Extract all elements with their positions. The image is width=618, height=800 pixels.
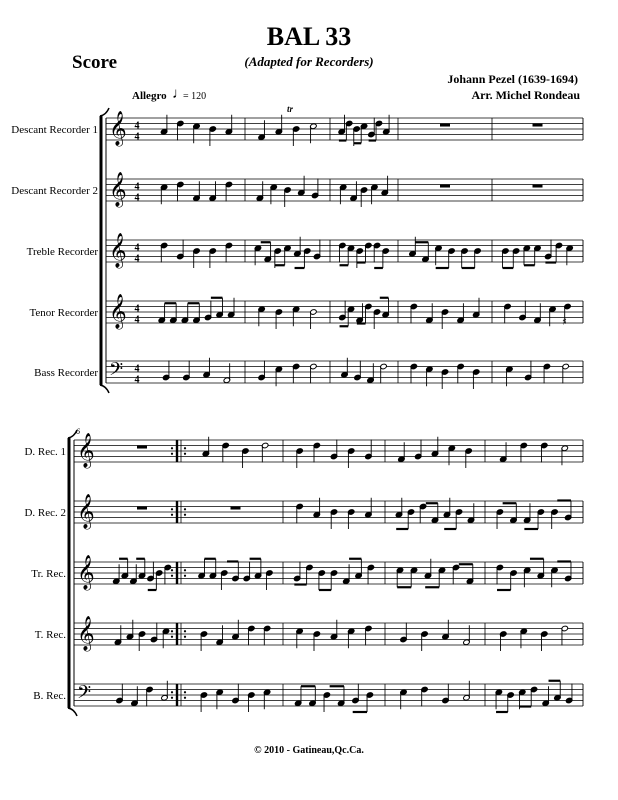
repeat-dot <box>184 575 186 577</box>
instrument-label: T. Rec. <box>34 629 66 641</box>
instrument-label: Tr. Rec. <box>31 568 66 580</box>
repeat-dot <box>184 447 186 449</box>
tempo-marking: Allegro <box>132 90 167 102</box>
staff <box>24 494 583 530</box>
time-signature-top: 4 <box>134 303 140 315</box>
bass-clef-icon: 𝄢 <box>77 682 92 708</box>
treble-clef-icon: 𝄞 <box>109 110 127 146</box>
staff <box>31 555 583 591</box>
instrument-label: D. Rec. 2 <box>24 507 66 519</box>
instrument-label: Bass Recorder <box>34 367 98 379</box>
score-system-1 <box>11 104 583 393</box>
sharp-accidental: ♯ <box>562 317 567 329</box>
score-system-2 <box>24 427 583 716</box>
whole-rest <box>533 185 543 188</box>
repeat-dot <box>171 697 173 699</box>
repeat-dot <box>171 447 173 449</box>
staff <box>35 616 583 652</box>
instrument-label: Descant Recorder 2 <box>11 185 98 197</box>
staff <box>11 172 583 208</box>
repeat-dot <box>171 514 173 516</box>
instrument-label: D. Rec. 1 <box>24 446 66 458</box>
whole-rest <box>137 507 147 510</box>
staff <box>29 294 583 330</box>
repeat-dot <box>184 636 186 638</box>
copyright-footer: © 2010 - Gatineau,Qc.Ca. <box>254 745 364 756</box>
staff <box>24 433 583 469</box>
composer-credit: Johann Pezel (1639-1694) <box>447 72 578 86</box>
time-signature-bottom: 4 <box>134 131 140 143</box>
repeat-dot <box>184 453 186 455</box>
repeat-dot <box>171 453 173 455</box>
score-label: Score <box>72 52 118 73</box>
repeat-dot <box>171 630 173 632</box>
time-signature-bottom: 4 <box>134 374 140 386</box>
treble-clef-icon: 𝄞 <box>77 615 95 651</box>
trill-ornament: tr <box>287 104 294 114</box>
instrument-label: Treble Recorder <box>26 246 98 258</box>
whole-rest <box>231 507 241 510</box>
whole-rest <box>440 124 450 127</box>
instrument-label: Tenor Recorder <box>29 307 98 319</box>
time-signature-top: 4 <box>134 120 140 132</box>
treble-clef-icon: 𝄞 <box>77 432 95 468</box>
staff <box>27 233 583 269</box>
repeat-dot <box>184 508 186 510</box>
treble-clef-icon: 𝄞 <box>109 293 127 329</box>
page-subtitle: (Adapted for Recorders) <box>244 54 374 69</box>
tempo-value: = 120 <box>183 91 207 102</box>
whole-rest <box>533 124 543 127</box>
repeat-dot <box>171 508 173 510</box>
instrument-label: B. Rec. <box>33 690 66 702</box>
repeat-dot <box>184 691 186 693</box>
treble-clef-icon: 𝄞 <box>77 554 95 590</box>
arranger-credit: Arr. Michel Rondeau <box>471 88 580 102</box>
bracket-top-hook <box>100 108 109 116</box>
time-signature-top: 4 <box>134 363 140 375</box>
page-title: BAL 33 <box>266 22 352 51</box>
repeat-dot <box>171 575 173 577</box>
time-signature-bottom: 4 <box>134 314 140 326</box>
measure-number: 6 <box>76 427 80 436</box>
repeat-dot <box>171 569 173 571</box>
treble-clef-icon: 𝄞 <box>77 493 95 529</box>
repeat-dot <box>184 697 186 699</box>
whole-rest <box>137 446 147 449</box>
staff <box>33 681 583 712</box>
time-signature-bottom: 4 <box>134 192 140 204</box>
repeat-dot <box>184 630 186 632</box>
staff <box>34 358 583 389</box>
bracket-bottom-hook <box>68 708 77 716</box>
bass-clef-icon: 𝄢 <box>109 359 124 385</box>
staff <box>11 104 583 147</box>
bracket-bottom-hook <box>100 385 109 393</box>
time-signature-bottom: 4 <box>134 253 140 265</box>
treble-clef-icon: 𝄞 <box>109 171 127 207</box>
time-signature-top: 4 <box>134 242 140 254</box>
instrument-label: Descant Recorder 1 <box>11 124 98 136</box>
repeat-dot <box>184 569 186 571</box>
repeat-dot <box>184 514 186 516</box>
treble-clef-icon: 𝄞 <box>109 232 127 268</box>
whole-rest <box>440 185 450 188</box>
time-signature-top: 4 <box>134 181 140 193</box>
repeat-dot <box>171 691 173 693</box>
repeat-dot <box>171 636 173 638</box>
tempo-note-icon: ♩ <box>172 86 187 102</box>
